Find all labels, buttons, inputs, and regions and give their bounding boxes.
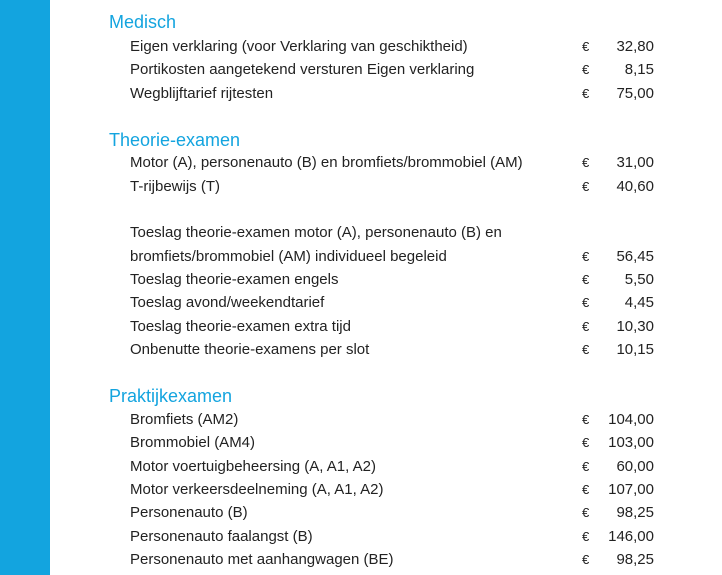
price-row	[130, 502, 660, 524]
price-label: Toeslag avond/weekendtarief	[130, 294, 325, 311]
price-amount: 104,00	[608, 411, 654, 428]
price-label: Personenauto (B)	[130, 504, 248, 521]
price-row	[130, 36, 660, 58]
price-amount: 5,50	[624, 271, 654, 288]
price-row	[130, 176, 660, 198]
price-row	[130, 316, 660, 338]
price-amount: 40,60	[616, 178, 654, 195]
price-label: Eigen verklaring (voor Verklaring van geschiktheid)	[130, 38, 468, 55]
price-amount: 98,25	[616, 551, 654, 568]
currency-symbol: €	[582, 552, 590, 567]
price-amount: 31,00	[616, 154, 654, 171]
price-amount: 60,00	[616, 458, 654, 475]
price-row	[130, 246, 660, 268]
price-label: T-rijbewijs (T)	[130, 178, 220, 195]
currency-symbol: €	[582, 412, 590, 427]
currency-symbol: €	[582, 459, 590, 474]
price-row	[130, 269, 660, 291]
currency-symbol: €	[582, 179, 590, 194]
price-label: bromfiets/brommobiel (AM) individueel begeleid	[130, 248, 447, 265]
price-label: Motor verkeersdeelneming (A, A1, A2)	[130, 481, 384, 498]
price-amount: 10,15	[616, 341, 654, 358]
section-heading-medisch: Medisch	[109, 12, 177, 32]
price-label: Onbenutte theorie-examens per slot	[130, 341, 370, 358]
currency-symbol: €	[582, 505, 590, 520]
price-row	[130, 339, 660, 361]
price-amount: 103,00	[608, 434, 654, 451]
price-label: Portikosten aangetekend versturen Eigen verklaring	[130, 61, 475, 78]
price-row	[130, 222, 660, 244]
price-amount: 8,15	[624, 61, 654, 78]
currency-symbol: €	[582, 272, 590, 287]
price-label: Toeslag theorie-examen engels	[130, 271, 339, 288]
price-label: Motor (A), personenauto (B) en bromfiets/brommobiel (AM)	[130, 154, 523, 171]
price-amount: 107,00	[608, 481, 654, 498]
price-amount: 98,25	[616, 504, 654, 521]
currency-symbol: €	[582, 295, 590, 310]
price-label: Personenauto met aanhangwagen (BE)	[130, 551, 394, 568]
section-heading-theorie-examen: Theorie-examen	[109, 130, 241, 150]
price-row	[130, 432, 660, 454]
price-label: Motor voertuigbeheersing (A, A1, A2)	[130, 458, 376, 475]
price-amount: 75,00	[616, 85, 654, 102]
price-row	[130, 526, 660, 548]
currency-symbol: €	[582, 342, 590, 357]
price-row	[130, 292, 660, 314]
price-row	[130, 479, 660, 501]
price-row	[130, 549, 660, 571]
price-amount: 32,80	[616, 38, 654, 55]
price-label: Wegblijftarief rijtesten	[130, 85, 274, 102]
price-row	[130, 59, 660, 81]
currency-symbol: €	[582, 482, 590, 497]
price-label: Bromfiets (AM2)	[130, 411, 239, 428]
section-heading-praktijkexamen: Praktijkexamen	[109, 386, 233, 406]
currency-symbol: €	[582, 86, 590, 101]
price-label: Toeslag theorie-examen motor (A), personenauto (B) en	[130, 224, 502, 241]
price-row	[130, 83, 660, 105]
price-row	[130, 409, 660, 431]
price-amount: 146,00	[608, 528, 654, 545]
currency-symbol: €	[582, 155, 590, 170]
price-row	[130, 152, 660, 174]
price-label: Brommobiel (AM4)	[130, 434, 256, 451]
price-amount: 10,30	[616, 318, 654, 335]
currency-symbol: €	[582, 435, 590, 450]
currency-symbol: €	[582, 249, 590, 264]
price-amount: 4,45	[624, 294, 654, 311]
currency-symbol: €	[582, 62, 590, 77]
currency-symbol: €	[582, 39, 590, 54]
price-label: Personenauto faalangst (B)	[130, 528, 313, 545]
price-row	[130, 456, 660, 478]
price-amount: 56,45	[616, 248, 654, 265]
currency-symbol: €	[582, 319, 590, 334]
currency-symbol: €	[582, 529, 590, 544]
price-label: Toeslag theorie-examen extra tijd	[130, 318, 351, 335]
